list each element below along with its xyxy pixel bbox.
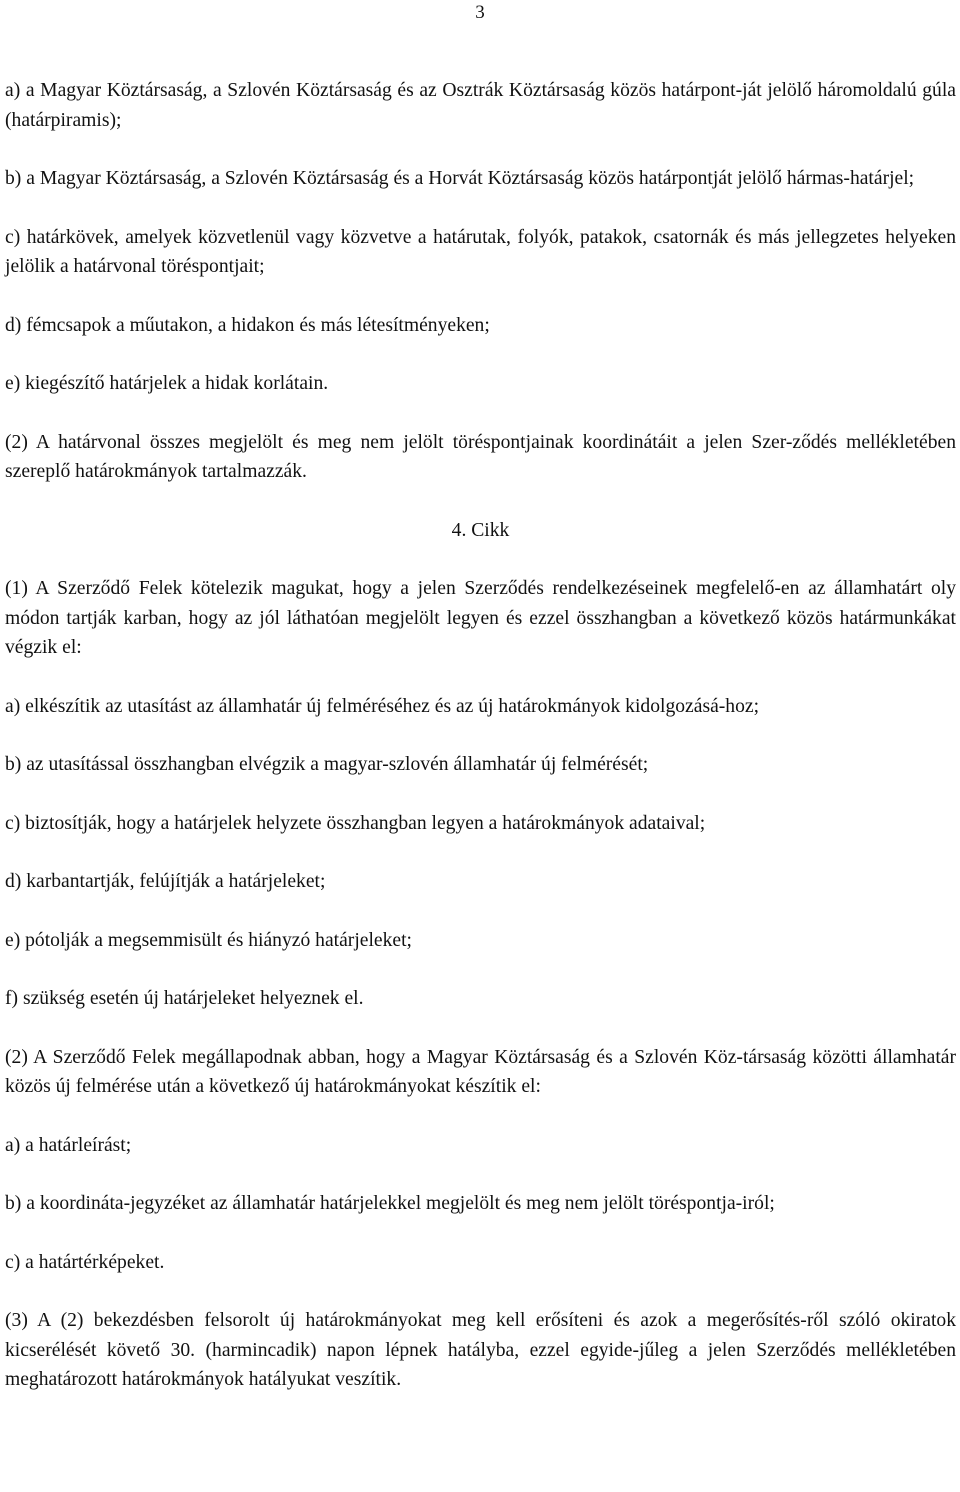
document-body	[5, 76, 956, 1424]
paragraph-item-e: e) pótolják a megsemmisült és hiányzó határjeleket;	[5, 929, 412, 951]
paragraph-item-c: c) a határtérképeket.	[5, 1251, 165, 1273]
paragraph-item-d: d) karbantartják, felújítják a határjeleket;	[5, 871, 326, 892]
paragraph-item-b: b) a koordináta-jegyzéket az államhatár határjelekkel megjelölt és meg nem jelölt töréspontja-iról;	[5, 1193, 775, 1214]
paragraph-item-b: b) az utasítással összhangban elvégzik a magyar-szlovén államhatár új felmérését;	[5, 754, 649, 775]
paragraph-section-1: (1) A Szerződő Felek kötelezik magukat, hogy a jelen Szerződés rendelkezéseinek megfelelő-en az államhatárt oly módon tartják karban, hogy az jól láthatóan megjelölt legyen és ezzel összhangban a következő közös határmunkákat végzik el:	[5, 578, 956, 658]
paragraph-item-e: e) kiegészítő határjelek a hidak korlátain.	[5, 373, 329, 394]
paragraph-section-2: (2) A határvonal összes megjelölt és meg nem jelölt töréspontjainak koordinátáit a jelen Szer-ződés mellékletében szereplő határokmányok tartalmazzák.	[5, 431, 956, 482]
paragraph-item-a: a) a Magyar Köztársaság, a Szlovén Köztársaság és az Osztrák Köztársaság közös határpont-ját jelölő háromoldalú gúla (határpiramis);	[5, 80, 956, 131]
paragraph-item-a: a) a határleírást;	[5, 1134, 132, 1156]
article-heading: 4. Cikk	[451, 519, 510, 541]
paragraph-item-c: c) biztosítják, hogy a határjelek helyzete összhangban legyen a határokmányok adataival;	[5, 812, 706, 834]
paragraph-item-b: b) a Magyar Köztársaság, a Szlovén Köztársaság és a Horvát Köztársaság közös határpontját jelölő hármas-határjel;	[5, 168, 915, 189]
page-number: 3	[475, 2, 485, 23]
paragraph-item-c: c) határkövek, amelyek közvetlenül vagy közvetve a határutak, folyók, patakok, csatornák és más jellegzetes helyeken jelölik a határvonal töréspontjait;	[5, 226, 956, 277]
paragraph-section-2: (2) A Szerződő Felek megállapodnak abban, hogy a Magyar Köztársaság és a Szlovén Köz-társaság közötti államhatár közös új felmérése után a következő új határokmányokat készítik el:	[5, 1046, 956, 1097]
paragraph-item-d: d) fémcsapok a műutakon, a hidakon és más létesítményeken;	[5, 314, 490, 336]
paragraph-item-f: f) szükség esetén új határjeleket helyeznek el.	[5, 988, 364, 1009]
paragraph-section-3: (3) A (2) bekezdésben felsorolt új határokmányokat meg kell erősíteni és azok a megerősítés-ről szóló okiratok kicserélését követő 30. (harmincadik) napon lépnek hatályba, ezzel egyide-jűleg a jelen Szerződés mellékletében meghatározott határokmányok hatályukat veszítik.	[5, 1310, 956, 1390]
paragraph-item-a: a) elkészítik az utasítást az államhatár új felméréséhez és az új határokmányok kidolgozásá-hoz;	[5, 695, 760, 717]
